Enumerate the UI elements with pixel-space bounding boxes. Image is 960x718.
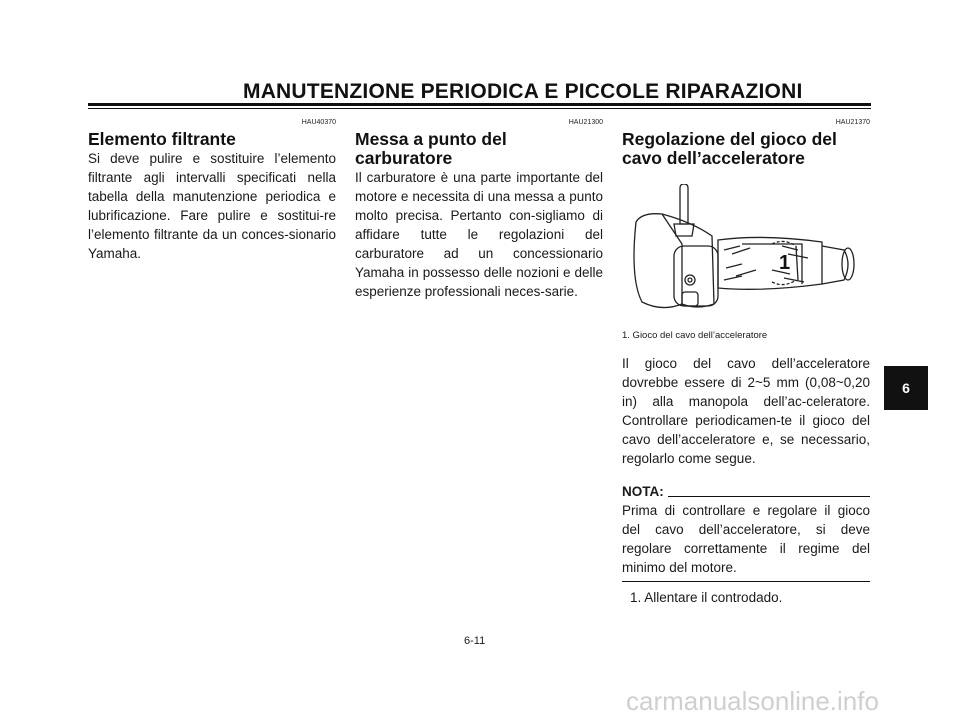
note-bottom-rule bbox=[622, 581, 870, 582]
section-body: Si deve pulire e sostituire l’elemento filtrante agli intervalli specificati nella tabella della manutenzione periodica e lubrificazione. Fare pulire e sostitui-re l’elemento filtrante da un conces-sionario Yamaha. bbox=[88, 151, 336, 261]
header-rule bbox=[88, 103, 871, 106]
note-header bbox=[622, 482, 870, 501]
note-text: Prima di controllare e regolare il gioco del cavo dell’acceleratore, si deve regolare correttamente il regime del minimo del motore. bbox=[622, 503, 870, 575]
note-box bbox=[622, 482, 870, 582]
step-item: 1. Allentare il controdado. bbox=[630, 590, 783, 605]
note-underline bbox=[668, 496, 870, 497]
section-code: HAU40370 bbox=[301, 119, 336, 126]
section-title: Elemento filtrante bbox=[88, 129, 236, 149]
column-carburetor bbox=[355, 118, 603, 301]
page-header-title: MANUTENZIONE PERIODICA E PICCOLE RIPARAZIONI bbox=[243, 80, 803, 103]
throttle-grip-drawing bbox=[622, 184, 870, 324]
figure-caption: 1. Gioco del cavo dell’acceleratore bbox=[622, 330, 768, 341]
column-air-filter bbox=[88, 118, 336, 263]
chapter-tab: 6 bbox=[884, 366, 928, 410]
section-title: Regolazione del gioco del cavo dell’acceleratore bbox=[622, 129, 837, 168]
column-throttle-cable bbox=[622, 118, 870, 607]
section-code: HAU21300 bbox=[568, 119, 603, 126]
figure-callout-label: 1 bbox=[779, 252, 791, 274]
section-body: Il gioco del cavo dell’acceleratore dovrebbe essere di 2~5 mm (0,08~0,20 in) alla manopola dell’ac-celeratore. Controllare periodicamen-te il gioco del cavo dell’acceleratore e, se necessario, regolarlo come segue. bbox=[622, 356, 870, 466]
page-number: 6-11 bbox=[464, 635, 486, 647]
section-title: Messa a punto del carburatore bbox=[355, 129, 507, 168]
section-code: HAU21370 bbox=[835, 119, 870, 126]
header-rule-thin bbox=[88, 108, 871, 109]
watermark-text: carmanualsonline.info bbox=[626, 686, 879, 716]
section-body: Il carburatore è una parte importante del motore e necessita di una messa a punto molto precisa. Pertanto con-sigliamo di affidare tutte le regolazioni del carburatore ad un concessionario Yamaha in possesso delle nozioni e delle esperienze professionali neces-sarie. bbox=[355, 170, 603, 299]
throttle-grip-illustration bbox=[622, 184, 870, 324]
note-label: NOTA: bbox=[622, 484, 664, 499]
